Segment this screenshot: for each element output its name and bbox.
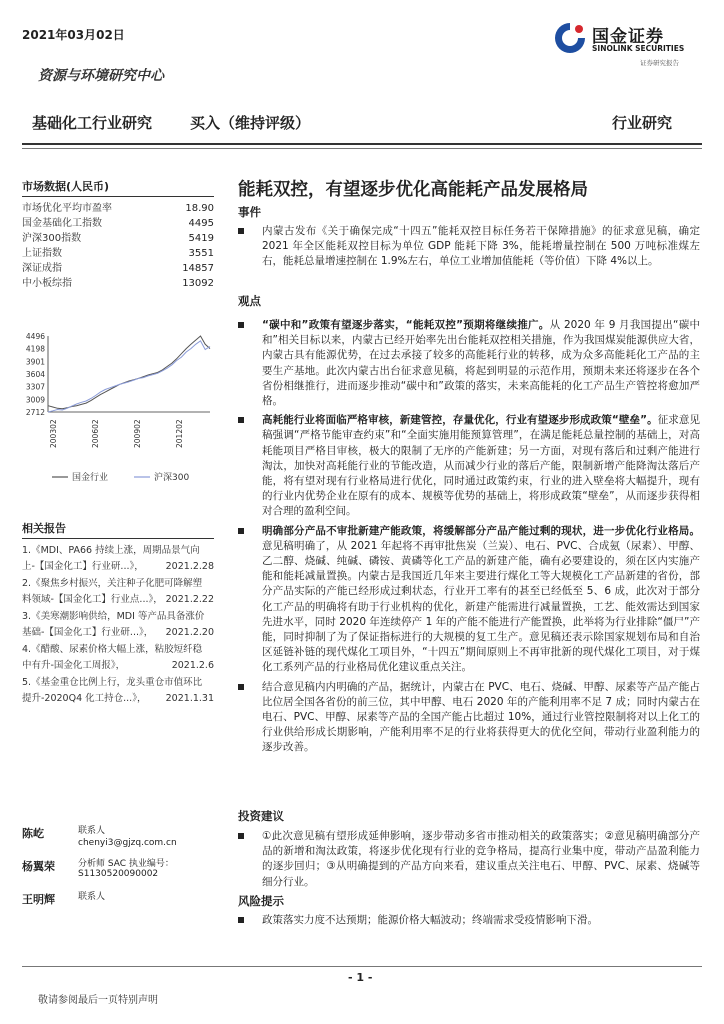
chart-legend-label: 国金行业	[72, 473, 109, 483]
report-title: 能耗双控，有望逐步优化高能耗产品发展格局	[238, 180, 588, 200]
market-row	[22, 261, 214, 276]
analyst-entry	[22, 855, 227, 879]
market-row	[22, 231, 214, 246]
disclaimer-note: 敬请参阅最后一页特别声明	[38, 995, 158, 1006]
market-row	[22, 276, 214, 291]
research-center: 资源与环境研究中心	[38, 68, 164, 84]
market-data-panel	[22, 178, 214, 291]
risk-paragraph	[238, 913, 700, 928]
report-date: 2021.2.22	[165, 593, 214, 605]
report-list	[22, 543, 214, 706]
market-row	[22, 201, 214, 216]
point-lead: 明确部分产品不审批新建产能政策，将缓解部分产品产能过剩的现状，进一步优化行业格局。	[262, 524, 700, 537]
market-data-title: 市场数据(人民币)	[22, 180, 110, 193]
analyst-email[interactable]: chenyi3@gjzq.com.cn	[78, 838, 177, 848]
chart-y-tick-label: 4496	[25, 332, 45, 341]
report-date: 2021.2.28	[165, 560, 214, 572]
report-line2: 基础-【国金化工】行业研...》，	[22, 626, 154, 638]
related-report-item[interactable]	[22, 576, 214, 607]
chart-legend-label: 沪深300	[154, 473, 190, 483]
report-line2: 料领域-【国金化工】行业点...》，	[22, 593, 163, 605]
logo-en: SINOLINK SECURITIES	[592, 44, 685, 53]
market-divider	[22, 196, 214, 197]
report-category: 行业研究	[612, 114, 673, 132]
point-text: 征求意见稿强调“严格节能审查约束”和“全面实施用能预算管理”，在满足能耗总量控制的基础上，对高耗能项目严格目审核，极大的限制了无序的产能新建；另一方面，对现有落后和过剩产能进行淘汰，加快对高耗能行业的节能改造，从而减少行业的落后产能，限制新增产能降淘汰落后产能，将有望对现有行业格局进行优化，同时通过政策约束，行业的进入壁垒将大幅提升，现有的行业内优势企业在原有的成本、规模等优势的基础上，将形成政策“壁垒”，从而逐步获得相对合理的盈利空间。	[262, 414, 700, 518]
report-line1: 1.《MDI、PA66 持续上涨，周期品景气向	[22, 545, 200, 556]
analyst-name: 王明辉	[22, 893, 55, 906]
bullet-icon	[238, 228, 244, 234]
chart-series-line	[48, 336, 210, 409]
index-chart	[22, 320, 214, 495]
point-lead: “碳中和”政策有望逐步落实，“能耗双控”预期将继续推广。	[262, 319, 550, 331]
related-report-item[interactable]	[22, 609, 214, 640]
point-lead: 高耗能行业将面临严格审核，新建管控，存量优化，行业有望逐步形成政策“壁垒”。	[262, 414, 658, 427]
event-text: 内蒙古发布《关于确保完成“十四五”能耗双控目标任务若干保障措施》的征求意见稿，确定 2021 年全区能耗双控目标为单位 GDP 能耗下降 3%，能耗增量控制在 500 万吨标准煤左右，能耗总量增速控制在 1.9%左右，单位工业增加值能耗（等价值）下降 4%以上。	[262, 225, 700, 268]
bullet-icon	[238, 322, 244, 328]
related-reports-title: 相关报告	[22, 522, 66, 535]
view-point	[238, 318, 700, 409]
point-text: 从 2020 年 9 月我国提出“碳中和”相关目标以来，内蒙古已经开始率先出台能耗双控相关措施，作为我国煤炭能源供应大省，内蒙古具有能源优势，在过去承接了较多的高能耗行业的转移，成为众多高能耗化工产品的主要生产基地。此次内蒙古出台征求意见稿，将起到明显的示范作用，预期未来还将逐步在各个省份相继推行，进而逐步推动“碳中和”政策的落实，未来高能耗的化工产品生产管控将愈加严格。	[262, 319, 700, 408]
footer-rule	[22, 966, 702, 967]
reports-divider	[22, 538, 214, 539]
report-line1: 3.《美寒潮影响供给，MDI 等产品具备涨价	[22, 611, 205, 622]
market-row	[22, 216, 214, 231]
point-text: 意见稿明确了，从 2021 年起将不再审批焦炭（兰炭）、电石、PVC、合成氨（尿素）、甲醇、乙二醇、烧碱、纯碱、磷铵、黄磷等化工产品的新建产能，确有必要建设的，须在区内实施产能和能耗减量置换。内蒙古是我国近几年来主要进行煤化工等大规模化工产品新建的省份，部分产品实际的产能已经形成过剩状态，行业开工率有的甚至已经低至 5、6 成，此次对于部分化工产品的明确将有助于行业机构的优化，新建产能需进行减量置换，工艺、能效需达到国家先进水平，同时 2020 年连续停产 1 年的产能不能进行产能置换，此举将为行业排除“僵尸”产能，同时抑制了为了保证指标进行的大规模的复工生产。意见稿还表示除国家规划布局和自治区延链补链的现代煤化工项目外，“十四五”期间原则上不再审批新的现代煤化工项目，对于煤化工系列产品的行业格局优化建议重点关注。	[262, 539, 700, 674]
market-row-label: 市场优化平均市盈率	[22, 203, 112, 214]
analyst-role: 联系人	[78, 892, 106, 902]
risk-heading: 风险提示	[238, 894, 284, 908]
analyst-entry	[22, 822, 227, 848]
chart-x-tick-label: 201202	[175, 419, 184, 448]
company-logo	[552, 20, 712, 68]
chart-x-tick-label: 200602	[91, 419, 100, 448]
related-report-item[interactable]	[22, 642, 214, 673]
market-row-value: 4495	[188, 218, 214, 229]
bullet-icon	[238, 917, 244, 923]
analyst-name: 陈屹	[22, 827, 44, 840]
related-reports	[22, 520, 214, 708]
analyst-role: 联系人	[78, 826, 106, 836]
report-date: 2021.1.31	[165, 692, 214, 704]
market-row-label: 上证指数	[22, 248, 62, 259]
market-row-value: 18.90	[185, 203, 214, 214]
market-rows	[22, 201, 214, 291]
market-row-label: 沪深300指数	[22, 233, 82, 244]
header-rule-thick	[22, 143, 702, 145]
bullet-icon	[238, 528, 244, 534]
analyst-role: 分析师 SAC 执业编号：S1130520090002	[78, 859, 174, 879]
bullet-icon	[238, 684, 244, 690]
report-line1: 2.《聚焦乡村振兴，关注种子化肥可降解塑	[22, 578, 203, 589]
header-rule-thin	[22, 148, 702, 149]
market-row-label: 中小板综指	[22, 278, 72, 289]
market-row-label: 深证成指	[22, 263, 62, 274]
chart-y-tick-label: 3307	[25, 382, 45, 392]
advice-heading: 投资建议	[238, 809, 284, 823]
view-point	[238, 680, 700, 756]
chart-x-tick-label: 200302	[49, 419, 58, 448]
chart-series-line	[48, 341, 210, 412]
report-line2: 中有升-国金化工周报》，	[22, 659, 126, 671]
risk-text: 政策落实力度不达预期；能源价格大幅波动；终端需求受疫情影响下滑。	[262, 914, 598, 926]
report-date: 2021.2.20	[165, 626, 214, 638]
report-type: 证券研究报告	[640, 59, 679, 67]
event-heading: 事件	[238, 205, 261, 219]
report-line1: 5.《基金重仓比例上行，龙头重仓市值环比	[22, 677, 203, 688]
bullet-icon	[238, 833, 244, 839]
analyst-name: 杨翼荣	[22, 860, 55, 873]
market-row-value: 14857	[182, 263, 214, 274]
logo-cn: 国金证券	[592, 27, 664, 47]
chart-x-tick-label: 200902	[133, 419, 142, 448]
index-chart-svg	[22, 320, 214, 495]
chart-y-tick-label: 2712	[25, 408, 45, 417]
market-row-label: 国金基础化工指数	[22, 218, 102, 229]
chart-y-tick-label: 3009	[25, 395, 45, 405]
market-row	[22, 246, 214, 261]
chart-y-tick-label: 3604	[25, 370, 45, 379]
market-row-value: 3551	[188, 248, 214, 259]
market-row-value: 5419	[188, 233, 214, 244]
industry-title: 基础化工行业研究	[32, 114, 153, 132]
related-report-item[interactable]	[22, 675, 214, 706]
chart-y-tick-label: 4198	[25, 344, 45, 354]
bullet-icon	[238, 417, 244, 423]
point-text: 结合意见稿内内明确的产品，据统计，内蒙古在 PVC、电石、烧碱、甲醇、尿素等产品产能占比位居全国各省份的前三位，其中甲醇、电石 2020 年的产能利用率不足 7 成；同时内蒙古在电石、PVC、甲醇、尿素等产品的全国产能占比超过 10%，通过行业管控限制将对以上化工的行业供给形成长期影响，产能利用率不足的行业将获得更大的优化空间，带动行业盈利能力的逐步改善。	[262, 680, 700, 754]
page-number: - 1 -	[348, 971, 373, 984]
chart-y-tick-label: 3901	[25, 357, 45, 367]
analyst-entry	[22, 888, 227, 907]
report-line2: 提升-2020Q4 化工持仓...》，	[22, 692, 147, 704]
rating: 买入（维持评级）	[190, 114, 311, 132]
advice-text: ①此次意见稿有望形成延伸影响，逐步带动多省市推动相关的政策落实；②意见稿明确部分产品的新增和淘汰政策，将逐步优化现有行业的竞争格局，提高行业集中度，带动产品盈利能力的逐步回归；③从明确提到的产品方向来看，建议重点关注电石、甲醇、PVC、尿素、烧碱等细分行业。	[262, 830, 700, 888]
view-point	[238, 524, 700, 676]
report-line1: 4.《醋酸、尿素价格大幅上涨，粘胶短纤稳	[22, 644, 203, 655]
view-point	[238, 413, 700, 519]
view-heading: 观点	[238, 294, 261, 308]
view-points	[238, 318, 700, 760]
event-paragraph	[238, 224, 700, 270]
report-line2: 上-【国金化工】行业研...》，	[22, 560, 144, 572]
report-date: 2021.2.6	[171, 659, 214, 671]
related-report-item[interactable]	[22, 543, 214, 574]
advice-paragraph	[238, 829, 700, 890]
report-date: 2021年03月02日	[22, 28, 125, 42]
market-row-value: 13092	[182, 278, 214, 289]
sinolink-logo-icon	[552, 20, 588, 56]
